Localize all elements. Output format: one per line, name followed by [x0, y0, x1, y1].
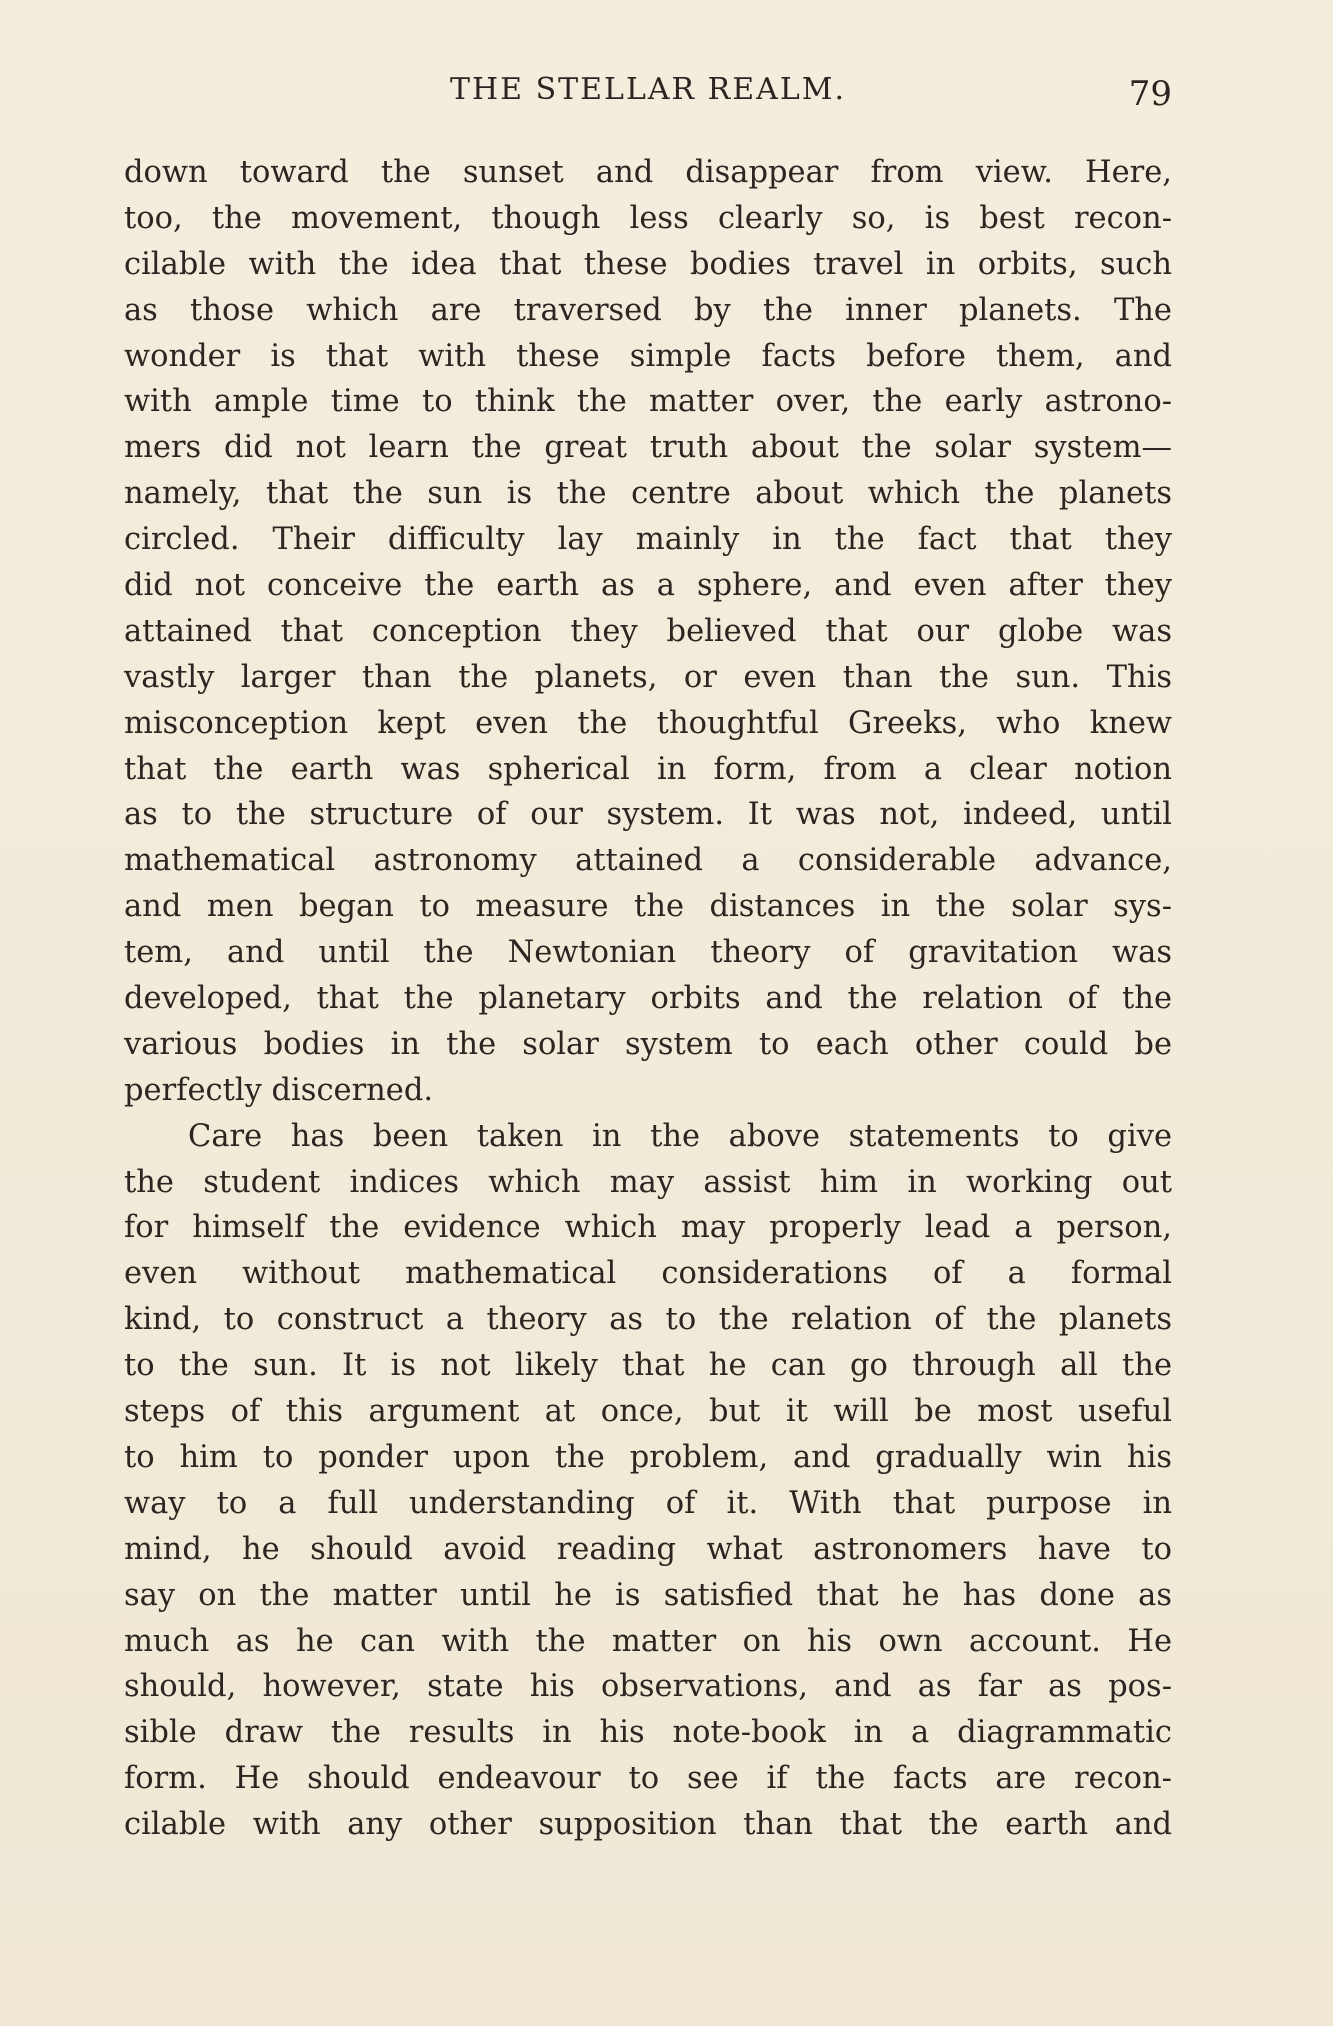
- page-number: 79: [1128, 74, 1172, 114]
- running-title: THE STELLAR REALM.: [449, 72, 847, 107]
- text-line: Care has been taken in the above statements to give: [188, 1118, 1172, 1154]
- text-line: cilable with any other supposition than that the earth and: [124, 1807, 1172, 1843]
- text-line: did not conceive the earth as a sphere, and even after they: [124, 568, 1172, 604]
- text-line: tem, and until the Newtonian theory of gravitation was: [124, 935, 1172, 971]
- text-line: even without mathematical considerations of a formal: [124, 1256, 1172, 1292]
- text-line: circled. Their difficulty lay mainly in the fact that they: [124, 522, 1172, 558]
- text-line: form. He should endeavour to see if the facts are recon-: [124, 1761, 1172, 1797]
- text-line: mind, he should avoid reading what astronomers have to: [124, 1531, 1172, 1567]
- paragraph-2: [124, 1114, 1172, 1848]
- text-line: kind, to construct a theory as to the relation of the planets: [124, 1302, 1172, 1338]
- text-line: vastly larger than the planets, or even than the sun. This: [124, 659, 1172, 695]
- running-head: [124, 66, 1172, 114]
- text-line: that the earth was spherical in form, from a clear notion: [124, 751, 1172, 787]
- body-text: [124, 150, 1172, 1848]
- text-line: way to a full understanding of it. With that purpose in: [124, 1485, 1172, 1521]
- text-line: attained that conception they believed that our globe was: [124, 613, 1172, 649]
- text-line: as those which are traversed by the inner planets. The: [124, 292, 1172, 328]
- text-line: mers did not learn the great truth about the solar system—: [124, 430, 1172, 466]
- text-line: for himself the evidence which may properly lead a person,: [124, 1210, 1172, 1246]
- text-line: say on the matter until he is satisfied that he has done as: [124, 1577, 1172, 1613]
- text-line: with ample time to think the matter over, the early astrono-: [124, 384, 1172, 420]
- text-line: the student indices which may assist him in working out: [124, 1164, 1172, 1200]
- text-line: sible draw the results in his note-book in a diagrammatic: [124, 1715, 1172, 1751]
- text-line: steps of this argument at once, but it will be most useful: [124, 1394, 1172, 1430]
- text-line: and men began to measure the distances in the solar sys-: [124, 889, 1172, 925]
- text-line: to the sun. It is not likely that he can go through all the: [124, 1348, 1172, 1384]
- text-line: to him to ponder upon the problem, and gradually win his: [124, 1439, 1172, 1475]
- text-line: should, however, state his observations, and as far as pos-: [124, 1669, 1172, 1705]
- text-line: misconception kept even the thoughtful Greeks, who knew: [124, 705, 1172, 741]
- text-line: cilable with the idea that these bodies travel in orbits, such: [124, 246, 1172, 282]
- text-line: much as he can with the matter on his own account. He: [124, 1623, 1172, 1659]
- text-line: as to the structure of our system. It was not, indeed, until: [124, 797, 1172, 833]
- text-line: wonder is that with these simple facts before them, and: [124, 338, 1172, 374]
- text-line: various bodies in the solar system to each other could be: [124, 1026, 1172, 1062]
- text-line: too, the movement, though less clearly so, is best recon-: [124, 200, 1172, 236]
- text-line: namely, that the sun is the centre about which the planets: [124, 476, 1172, 512]
- text-line: perfectly discerned.: [124, 1072, 434, 1108]
- text-line: developed, that the planetary orbits and the relation of the: [124, 981, 1172, 1017]
- text-line: mathematical astronomy attained a considerable advance,: [124, 843, 1172, 879]
- text-line: down toward the sunset and disappear from view. Here,: [124, 155, 1172, 190]
- paragraph-1: [124, 150, 1172, 1114]
